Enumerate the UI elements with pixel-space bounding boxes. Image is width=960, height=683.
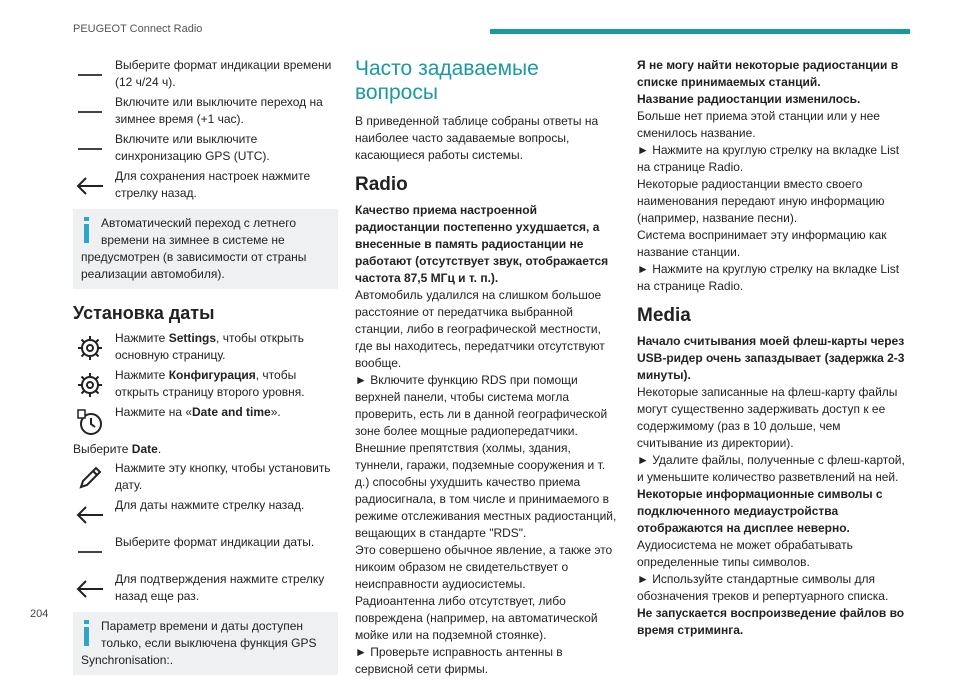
answer: ► Проверьте исправность антенны в сервисной сети фирмы. [355, 645, 563, 676]
note-text: Параметр времени и даты доступен только, если выключена функция GPS Synchronisation:. [81, 619, 317, 667]
header-accent-bar [490, 29, 910, 34]
faq-intro: В приведенной таблице собраны ответы на наиболее часто задаваемые вопросы, касающиеся работы системы. [355, 114, 599, 162]
row-configuration [73, 367, 338, 402]
row-confirm-back [73, 571, 338, 606]
answer: Радиоантенна либо отсутствует, либо повреждена (например, на автоматической мойке или на подземной стоянке). [355, 594, 598, 642]
answer: Некоторые радиостанции вместо своего наименования передают иную информацию (например, название песни). [637, 177, 885, 225]
info-icon [81, 620, 93, 646]
gear-icon [73, 368, 107, 402]
question: Не запускается воспроизведение файлов во время стриминга. [637, 606, 905, 637]
info-note [73, 612, 338, 675]
row-settings [73, 330, 338, 365]
answer: ► Нажмите на круглую стрелку на вкладке List на странице Radio. [637, 143, 900, 174]
row-text: Включите или выключите синхронизацию GPS (UTC). [115, 132, 270, 163]
column-faq [355, 57, 620, 678]
answer: Внешние препятствия (холмы, здания, туннели, гаражи, подземные сооружения и т. д.) способны ухудшить качество приема радиосигнала, в том числе и принимаемого в режиме отслеживания местных радиостанций, вещающих в стандарте "RDS". [355, 441, 617, 540]
row-text: Нажмите Конфигурация, чтобы открыть страницу второго уровня. [115, 368, 305, 399]
info-note [73, 209, 338, 289]
answer: ► Удалите файлы, полученные с флеш-картой, и уменьшите количество разветвлений на ней. [637, 453, 905, 484]
back-arrow-icon [73, 498, 107, 532]
faq-title: Часто задаваемые вопросы [355, 57, 539, 104]
page-number: 204 [30, 608, 49, 620]
answer: ► Нажмите на круглую стрелку на вкладке List на странице Radio. [637, 262, 900, 293]
back-arrow-icon [73, 572, 107, 606]
row-text: Для подтверждения нажмите стрелку назад еще раз. [115, 572, 325, 603]
row-text: Выберите формат индикации времени (12 ч/24 ч). [115, 58, 332, 89]
answer: Аудиосистема не может обрабатывать определенные типы символов. [637, 538, 853, 569]
question: Некоторые информационные символы с подключенного медиаустройства отображаются на дисплее неверно. [637, 487, 883, 535]
radio-heading: Radio [355, 174, 408, 195]
answer: Некоторые записанные на флеш-карту файлы могут существенно задерживать доступ к ее содержимому (раз в 10 дольше, чем считывание из директории). [637, 385, 898, 450]
back-arrow-icon [73, 169, 107, 203]
running-header: PEUGEOT Connect Radio [73, 23, 203, 35]
row-date-format [73, 534, 338, 569]
column-settings [73, 57, 338, 683]
row-text: Включите или выключите переход на зимнее время (+1 час). [115, 95, 323, 126]
row-text: Нажмите на «Date and time». [115, 405, 281, 419]
question: Начало считывания моей флеш-карты через USB-ридер очень запаздывает (задержка 2-3 минуты). [637, 334, 905, 382]
pencil-icon [73, 461, 107, 495]
gear-icon [73, 331, 107, 365]
row-date-time [73, 404, 338, 439]
answer: Автомобиль удалился на слишком большое расстояние от передатчика выбранной станции, либо в географической местности, где вы находитесь, передатчики отсутствуют вообще. [355, 288, 605, 370]
dash-icon [73, 95, 107, 129]
row-date-back [73, 497, 338, 532]
note-text: Автоматический переход с летнего времени на зимнее в системе не предусмотрен (в зависимости от страны реализации автомобиля). [81, 216, 307, 281]
row-winter-time [73, 94, 338, 129]
row-time-format [73, 57, 338, 92]
dash-icon [73, 535, 107, 569]
row-gps-sync [73, 131, 338, 166]
answer: Больше нет приема этой станции или у нее сменилось название. [637, 109, 880, 140]
row-text: Нажмите эту кнопку, чтобы установить дату. [115, 461, 331, 492]
question: Я не могу найти некоторые радиостанции в списке принимаемых станций. [637, 58, 899, 89]
section-title-date: Установка даты [73, 303, 215, 323]
question: Качество приема настроенной радиостанции постепенно ухудшается, а внесенные в память радиостанции не работают (отсутствует звук, отображается частота 87,5 МГц и т. п.). [355, 203, 609, 285]
clock-icon [73, 405, 107, 439]
answer: ► Включите функцию RDS при помощи верхней панели, чтобы система могла проверить, есть ли в данной географической зоне более мощные радиопередатчики. [355, 373, 608, 438]
row-save-back [73, 168, 338, 203]
row-text: Выберите формат индикации даты. [115, 535, 315, 549]
answer: Система воспринимает эту информацию как название станции. [637, 228, 887, 259]
dash-icon [73, 132, 107, 166]
info-icon [81, 217, 93, 243]
row-text: Для сохранения настроек нажмите стрелку назад. [115, 169, 311, 200]
media-heading: Media [637, 305, 691, 326]
row-text: Нажмите Settings, чтобы открыть основную страницу. [115, 331, 305, 362]
row-set-date [73, 460, 338, 495]
row-text: Для даты нажмите стрелку назад. [115, 498, 305, 512]
question: Название радиостанции изменилось. [637, 92, 861, 106]
select-date-line: Выберите Date. [73, 442, 162, 456]
dash-icon [73, 58, 107, 92]
column-faq-continued [637, 57, 907, 639]
answer: Это совершено обычное явление, а также это никоим образом не свидетельствует о неисправности аудиосистемы. [355, 543, 613, 591]
answer: ► Используйте стандартные символы для обозначения треков и репертуарного списка. [637, 572, 889, 603]
